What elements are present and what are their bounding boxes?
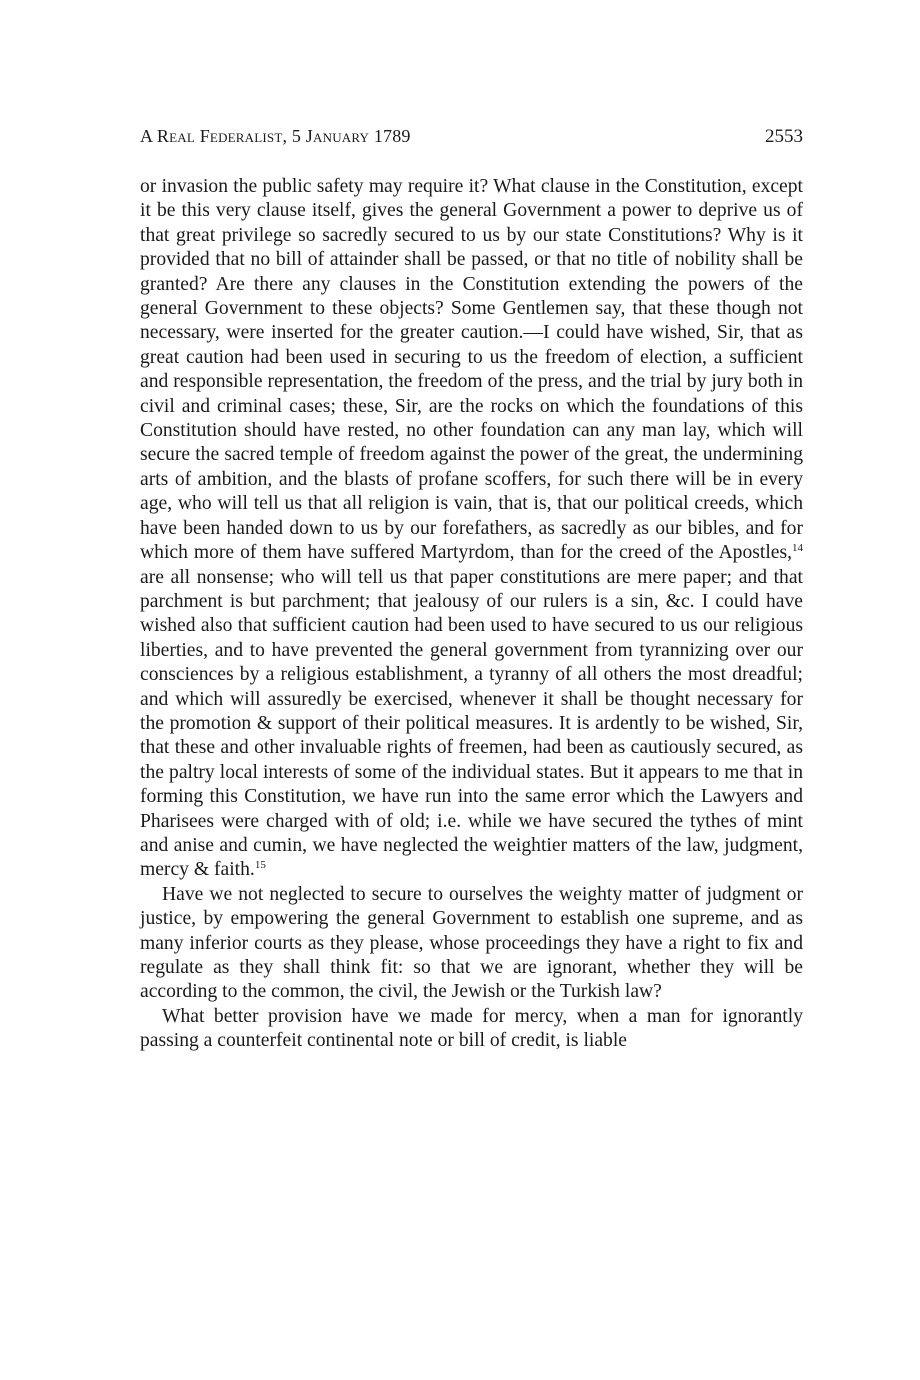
running-head-title: A Real Federalist, 5 January 1789 [140, 126, 411, 146]
page-number: 2553 [765, 126, 803, 147]
footnote-ref-15[interactable]: 15 [254, 859, 266, 872]
paragraph-1: or invasion the public safety may require it? What clause in the Constitution, except it be this very clause itself, gives the general Government a power to deprive us of that great privilege so sacredly secured to us by our state Constitutions? Why is it provided that no bill of attainder shall be passed, or that no title of nobility shall be granted? Are there any clauses in the Constitution extending the powers of the general Government to these objects? Some Gentlemen say, that these though not necessary, were inserted for the greater caution.—I could have wished, Sir, that as great caution had been used in securing to us the freedom of election, a sufficient and responsible representation, the freedom of the press, and the trial by jury both in civil and criminal cases; these, Sir, are the rocks on which the foundations of this Constitution should have rested, no other foundation can any man lay, which will secure the sacred temple of freedom against the power of the great, the undermining arts of ambition, and the blasts of profane scoffers, for such there will be in every age, who will tell us that all religion is vain, that is, that our political creeds, which have been handed down to us by our forefathers, as sacredly as our bibles, and for which more of them have suffered Martyrdom, than for the creed of the Apostles,$^{14}$ are all nonsense; who will tell us that paper constitutions are mere paper; and that parchment is but parchment; that jealousy of our rulers is a sin, &c. I could have wished also that sufficient caution had been used to have secured to us our religious liberties, and to have prevented the general government from tyrannizing over our consciences by a religious establishment, a tyranny of all others the most dreadful; and which will assuredly be exercised, whenever it shall be thought necessary for the promotion & support of their political measures. It is ardently to be wished, Sir, that these and other invaluable rights of freemen, had been as cautiously secured, as the paltry local interests of some of the individual states. But it appears to me that in forming this Constitution, we have run into the same error which the Lawyers and Pharisees were charged with of old; i.e. while we have secured the tythes of mint and anise and cumin, we have neglected the weightier matters of the law, judgment, mercy & faith.$^{15}$ [140, 176, 803, 881]
paragraph-2: Have we not neglected to secure to ourselves the weighty matter of judgment or justice, by empowering the general Government to establish one supreme, and as many inferior courts as they please, whose proceedings they have a right to fix and regulate as they shall think fit: so that we are ignorant, whether they will be according to the common, the civil, the Jewish or the Turkish law? [140, 883, 803, 1003]
document-page [140, 124, 803, 1054]
body-text [140, 175, 803, 1054]
paragraph-3: What better provision have we made for mercy, when a man for ignorantly passing a counterfeit continental note or bill of credit, is liable [140, 1005, 803, 1052]
running-head [140, 124, 803, 148]
footnote-ref-14[interactable]: 14 [792, 542, 803, 555]
